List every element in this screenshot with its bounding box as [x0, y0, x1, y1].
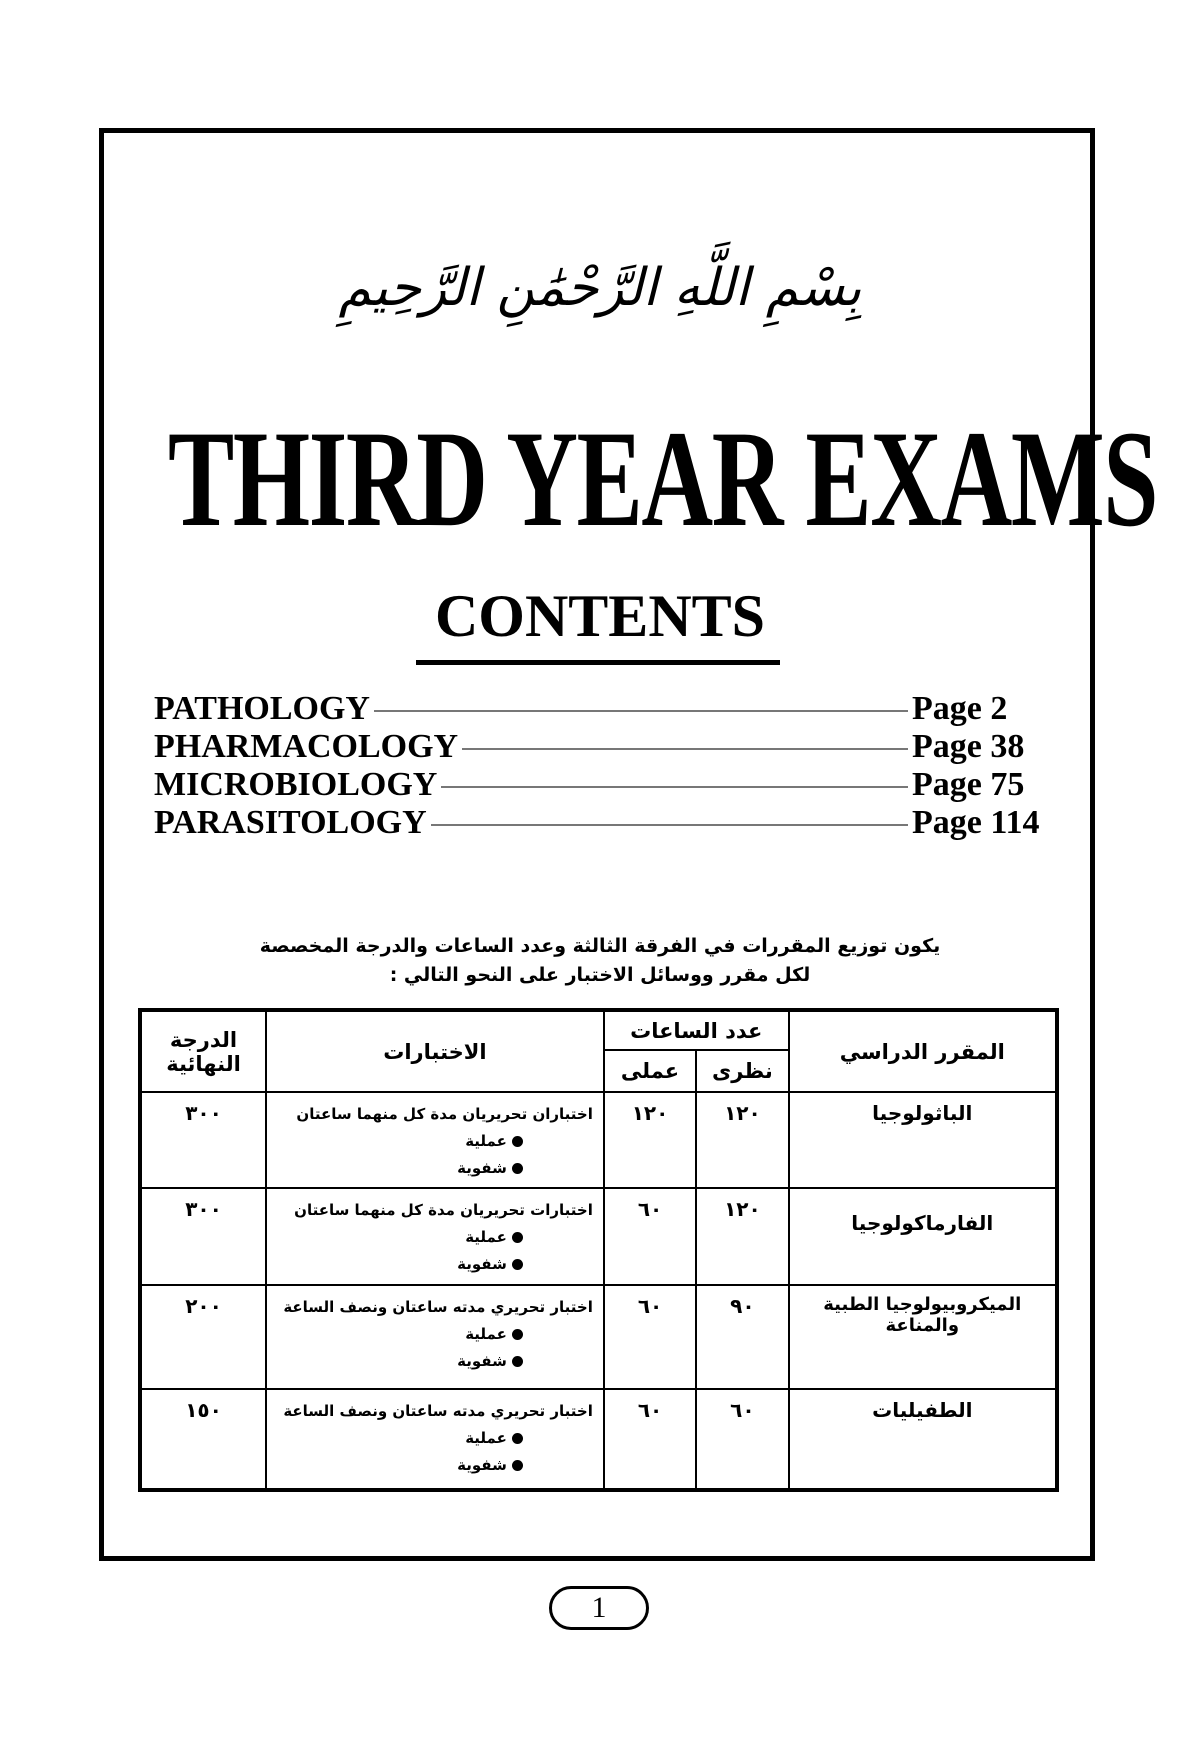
page-number: 1: [549, 1586, 649, 1630]
cell-theory: ١٢٠: [696, 1092, 788, 1188]
table-row: [140, 1188, 1057, 1284]
bullet-icon: [512, 1460, 523, 1471]
exam-main: اختبار تحريري مدته ساعتان ونصف الساعة: [283, 1402, 593, 1421]
table-of-contents: [154, 690, 1054, 842]
bullet-icon: [512, 1232, 523, 1243]
table-row: [140, 1389, 1057, 1490]
toc-page: Page 75: [912, 766, 1025, 803]
table-row: [140, 1092, 1057, 1188]
exam-item: عملية: [273, 1321, 593, 1348]
cell-subject: الباثولوجيا: [789, 1092, 1057, 1188]
exam-item: شفوية: [273, 1251, 593, 1278]
cell-practical: ٦٠: [604, 1285, 696, 1390]
toc-entry-microbiology[interactable]: [154, 766, 1054, 804]
cell-subject: الفارماكولوجيا: [789, 1188, 1057, 1284]
exam-item: عملية: [273, 1128, 593, 1155]
table-row: [140, 1285, 1057, 1390]
cell-theory: ١٢٠: [696, 1188, 788, 1284]
contents-underline: [416, 660, 780, 665]
cell-grade: ٣٠٠: [140, 1188, 266, 1284]
header-grade: الدرجة النهائية: [140, 1010, 266, 1092]
cell-grade: ١٥٠: [140, 1389, 266, 1490]
bullet-icon: [512, 1136, 523, 1147]
exam-main: اختبارات تحريريان مدة كل منهما ساعتان: [294, 1201, 593, 1220]
contents-heading: CONTENTS: [434, 583, 766, 649]
bullet-icon: [512, 1329, 523, 1340]
exam-distribution-table: [138, 1008, 1059, 1492]
toc-page: Page 2: [912, 690, 1008, 727]
exam-item: عملية: [273, 1425, 593, 1452]
toc-page: Page 38: [912, 728, 1025, 765]
cell-subject: الميكروبيولوجيا الطبية والمناعة: [789, 1285, 1057, 1390]
toc-subject: PATHOLOGY: [154, 690, 370, 727]
cell-exams: [266, 1389, 604, 1490]
cell-practical: ٦٠: [604, 1389, 696, 1490]
page-title: THIRD YEAR EXAMS: [167, 402, 1158, 555]
bullet-icon: [512, 1356, 523, 1367]
exam-item: شفوية: [273, 1348, 593, 1375]
cell-theory: ٦٠: [696, 1389, 788, 1490]
exam-item: شفوية: [273, 1155, 593, 1182]
basmala-calligraphy: بِسْمِ اللَّهِ الرَّحْمَٰنِ الرَّحِيمِ: [338, 258, 862, 318]
toc-leader-line: [441, 786, 908, 788]
toc-leader-line: [462, 748, 908, 750]
header-subject: المقرر الدراسي: [789, 1010, 1057, 1092]
cell-grade: ٣٠٠: [140, 1092, 266, 1188]
cell-subject: الطفيليات: [789, 1389, 1057, 1490]
cell-exams: [266, 1285, 604, 1390]
toc-subject: PHARMACOLOGY: [154, 728, 459, 765]
exam-item: شفوية: [273, 1452, 593, 1479]
bullet-icon: [512, 1259, 523, 1270]
toc-subject: MICROBIOLOGY: [154, 766, 438, 803]
bullet-icon: [512, 1433, 523, 1444]
cell-practical: ٦٠: [604, 1188, 696, 1284]
toc-leader-line: [431, 824, 908, 826]
header-theory: نظرى: [696, 1050, 788, 1092]
toc-entry-pharmacology[interactable]: [154, 728, 1054, 766]
cell-exams: [266, 1188, 604, 1284]
toc-entry-pathology[interactable]: [154, 690, 1054, 728]
intro-line-1: يكون توزيع المقررات في الفرقة الثالثة وعدد الساعات والدرجة المخصصة: [259, 935, 941, 957]
header-exams: الاختبارات: [266, 1010, 604, 1092]
toc-entry-parasitology[interactable]: [154, 804, 1054, 842]
intro-paragraph: [0, 932, 1200, 990]
bullet-icon: [512, 1163, 523, 1174]
header-practical: عملى: [604, 1050, 696, 1092]
toc-leader-line: [374, 710, 908, 712]
cell-theory: ٩٠: [696, 1285, 788, 1390]
intro-line-2: لكل مقرر ووسائل الاختبار على النحو التالي :: [389, 964, 811, 986]
header-hours: عدد الساعات: [604, 1010, 789, 1050]
exam-main: اختباران تحريريان مدة كل منهما ساعتان: [296, 1105, 593, 1123]
toc-subject: PARASITOLOGY: [154, 804, 427, 841]
cell-exams: [266, 1092, 604, 1188]
toc-page: Page 114: [912, 804, 1040, 841]
exam-item: عملية: [273, 1224, 593, 1251]
cell-practical: ١٢٠: [604, 1092, 696, 1188]
exam-main: اختبار تحريري مدته ساعتان ونصف الساعة: [283, 1297, 593, 1316]
cell-grade: ٢٠٠: [140, 1285, 266, 1390]
